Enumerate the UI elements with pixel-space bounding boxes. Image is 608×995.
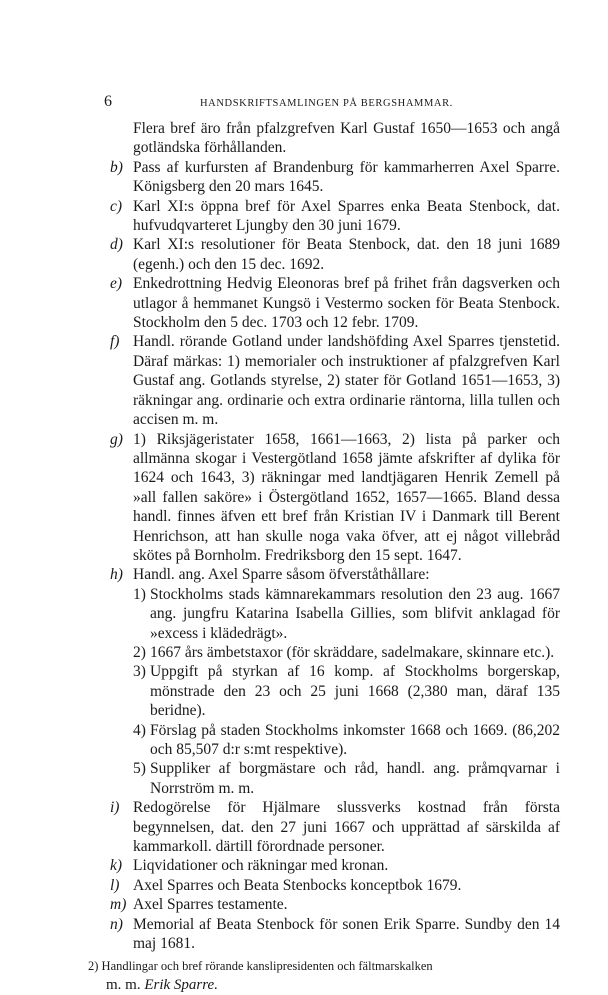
list-item	[96, 274, 560, 332]
entry-label: f)	[110, 333, 120, 351]
list-item	[96, 197, 560, 236]
list-item	[96, 158, 560, 197]
list-item	[96, 565, 560, 584]
entry-text: Handl. rörande Gotland under landshöfding Axel Sparres tjenstetid. Däraf märkas: 1) memorialer och instruktioner af pfalzgrefven Karl Gustaf ang. Gotlands styrelse, 2) stater för Gotland 1651—1653, 3) räkningar ang. ordinarie och extra ordinarie räntorna, lilla tullen och accisen m. m.	[133, 333, 560, 429]
footnote-name: Erik Sparre.	[144, 977, 218, 994]
sub-list-item	[96, 759, 560, 798]
entry-label: h)	[110, 566, 123, 584]
footnote	[88, 957, 560, 995]
footnote-continuation	[88, 976, 560, 995]
list-item	[96, 430, 560, 566]
sub-list-item	[96, 643, 560, 662]
entry-text: 1) Riksjägeristater 1658, 1661—1663, 2) lista på parker och allmänna skogar i Vestergötland 1658 jämte afskrifter af dylika för 1624 och 1643, 3) räkningar med landtjägaren Henrik Zemell på »all fallen saköre» i Östergötland 1652, 1657—1665. Bland dessa handl. finnes äfven ett bref från Kristian IV i Danmark till Berent Henrichson, att han skulle noga vaka öfver, att ej något villebråd skötes på Bornholm. Fredriksborg den 15 sept. 1647.	[133, 430, 560, 564]
list-item	[96, 856, 560, 875]
footnote-text: 2) Handlingar och bref rörande kanslipresidenten och fältmarskalken	[88, 959, 433, 974]
page-body	[88, 119, 560, 995]
sub-item-number: 2)	[133, 643, 146, 661]
sub-item-number: 1)	[133, 585, 146, 603]
sub-list-item	[96, 585, 560, 643]
page-header	[104, 93, 564, 113]
entry-text: Memorial af Beata Stenbock för sonen Erik Sparre. Sundby den 14 maj 1681.	[133, 915, 560, 953]
list-item	[96, 876, 560, 895]
list-item	[96, 119, 560, 158]
entry-label: c)	[110, 197, 123, 215]
entry-text: Liqvidationer och räkningar med kronan.	[133, 857, 389, 875]
entry-text: Redogörelse för Hjälmare slussverks kostnad från första begynnelsen, dat. den 27 juni 1667 och upprättad af särskilda af kammarkoll. därtill förordnade personer.	[133, 799, 560, 856]
entry-text: Handl. ang. Axel Sparre såsom öfverståthållare:	[133, 566, 430, 584]
footnote-prefix: m. m.	[106, 977, 141, 994]
running-title: HANDSKRIFTSAMLINGEN PÅ BERGSHAMMAR.	[200, 98, 453, 109]
entry-label: i)	[110, 799, 120, 817]
sub-item-number: 3)	[133, 663, 146, 681]
sub-item-number: 4)	[133, 721, 146, 739]
sub-item-text: Uppgift på styrkan af 16 komp. af Stockholms borgerskap, mönstrade den 23 och 25 juni 1668 (2,380 man, däraf 135 beridne).	[150, 663, 560, 720]
page-number: 6	[104, 93, 112, 110]
sub-item-number: 5)	[133, 760, 146, 778]
sub-item-text: Suppliker af borgmästare och råd, handl. ang. pråmqvarnar i Norrström m. m.	[150, 760, 560, 797]
sub-list-item	[96, 721, 560, 760]
entry-label: k)	[110, 857, 123, 875]
entry-label: e)	[110, 275, 123, 293]
list-item	[96, 915, 560, 954]
sub-item-text: Förslag på staden Stockholms inkomster 1668 och 1669. (86,202 och 85,507 d:r s:mt respektive).	[150, 721, 560, 758]
entry-text: Axel Sparres testamente.	[133, 896, 288, 914]
entry-text: Karl XI:s resolutioner för Beata Stenbock, dat. den 18 juni 1689 (egenh.) och den 15 dec. 1692.	[133, 236, 560, 273]
entry-text: Flera bref äro från pfalzgrefven Karl Gustaf 1650—1653 och angå gotländska förhållanden.	[133, 120, 560, 157]
entry-label: g)	[110, 430, 123, 448]
sub-item-text: 1667 års ämbetstaxor (för skräddare, sadelmakare, skinnare etc.).	[150, 643, 555, 661]
entry-label: n)	[110, 915, 123, 933]
sub-list-item	[96, 662, 560, 720]
entry-label: m)	[110, 896, 127, 914]
entry-text: Karl XI:s öppna bref för Axel Sparres enka Beata Stenbock, dat. hufvudqvarteret Ljungby den 30 juni 1679.	[133, 197, 560, 235]
list-item	[96, 895, 560, 914]
entry-text: Pass af kurfursten af Brandenburg för kammarherren Axel Sparre. Königsberg den 20 mars 1645.	[133, 158, 560, 196]
list-item	[96, 798, 560, 856]
list-item	[96, 235, 560, 274]
entry-label: b)	[110, 158, 123, 176]
entry-text: Enkedrottning Hedvig Eleonoras bref på frihet från dagsverken och utlagor å hemmanet Kungsö i Vestermo socken för Beata Stenbock. Stockholm den 5 dec. 1703 och 12 febr. 1709.	[133, 275, 560, 332]
sub-item-text: Stockholms stads kämnarekammars resolution den 23 aug. 1667 ang. jungfru Katarina Isabella Gillies, som blifvit anklagad för »excess i klädedrägt».	[150, 585, 560, 642]
entry-label: l)	[110, 876, 120, 894]
entry-label: d)	[110, 236, 123, 254]
list-item	[96, 332, 560, 429]
entry-text: Axel Sparres och Beata Stenbocks konceptbok 1679.	[133, 876, 462, 894]
